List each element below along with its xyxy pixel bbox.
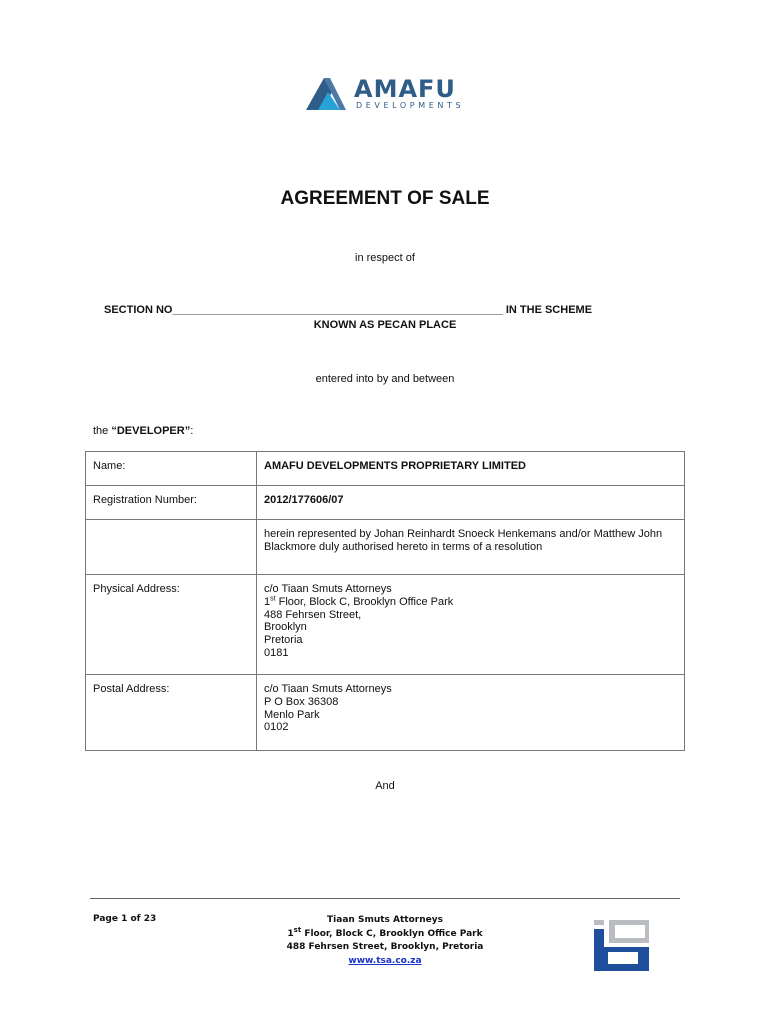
tsa-logo-icon: [591, 917, 651, 973]
table-row: [86, 486, 685, 520]
table-row: [86, 520, 685, 575]
in-respect-of: in respect of: [355, 252, 415, 264]
logo-subtitle: DEVELOPMENTS: [356, 101, 465, 110]
page-number: Page 1 of 23: [93, 914, 157, 924]
empty-cell: [86, 520, 257, 575]
developer-table: [85, 451, 685, 751]
representation-text: herein represented by Johan Reinhardt Snoeck Henkemans and/or Matthew John Blackmore duly authorised hereto in terms of a resolution: [257, 520, 685, 575]
section-line: SECTION NO______________________________________________________ IN THE SCHEME: [104, 304, 593, 316]
entered-into: entered into by and between: [315, 373, 455, 385]
and-text: And: [375, 780, 395, 792]
scheme-line: KNOWN AS PECAN PLACE: [313, 319, 457, 331]
postal-address-value: c/o Tiaan Smuts Attorneys P O Box 36308 Menlo Park 0102: [257, 675, 685, 751]
name-label: Name:: [86, 452, 257, 486]
amafu-logo: [306, 75, 465, 112]
logo-wordmark: AMAFU: [354, 75, 456, 103]
footer-address: [250, 914, 520, 968]
physical-address-value: c/o Tiaan Smuts Attorneys 1st Floor, Block C, Brooklyn Office Park 488 Fehrsen Street, Brooklyn Pretoria 0181: [257, 575, 685, 675]
document-title: AGREEMENT OF SALE: [280, 188, 490, 209]
amafu-mountain-icon: [306, 78, 348, 110]
table-row: [86, 452, 685, 486]
name-value: AMAFU DEVELOPMENTS PROPRIETARY LIMITED: [257, 452, 685, 486]
footer-address-line1: 1st Floor, Block C, Brooklyn Office Park: [287, 925, 483, 939]
registration-label: Registration Number:: [86, 486, 257, 520]
table-row: [86, 575, 685, 675]
table-row: [86, 675, 685, 751]
postal-address-label: Postal Address:: [86, 675, 257, 751]
physical-address-label: Physical Address:: [86, 575, 257, 675]
website-link[interactable]: www.tsa.co.za: [348, 955, 422, 966]
footer-divider: [90, 898, 680, 899]
firm-name: Tiaan Smuts Attorneys: [327, 915, 443, 925]
registration-value: 2012/177606/07: [257, 486, 685, 520]
footer-address-line2: 488 Fehrsen Street, Brooklyn, Pretoria: [286, 942, 484, 952]
developer-label: the “DEVELOPER”:: [93, 425, 194, 437]
